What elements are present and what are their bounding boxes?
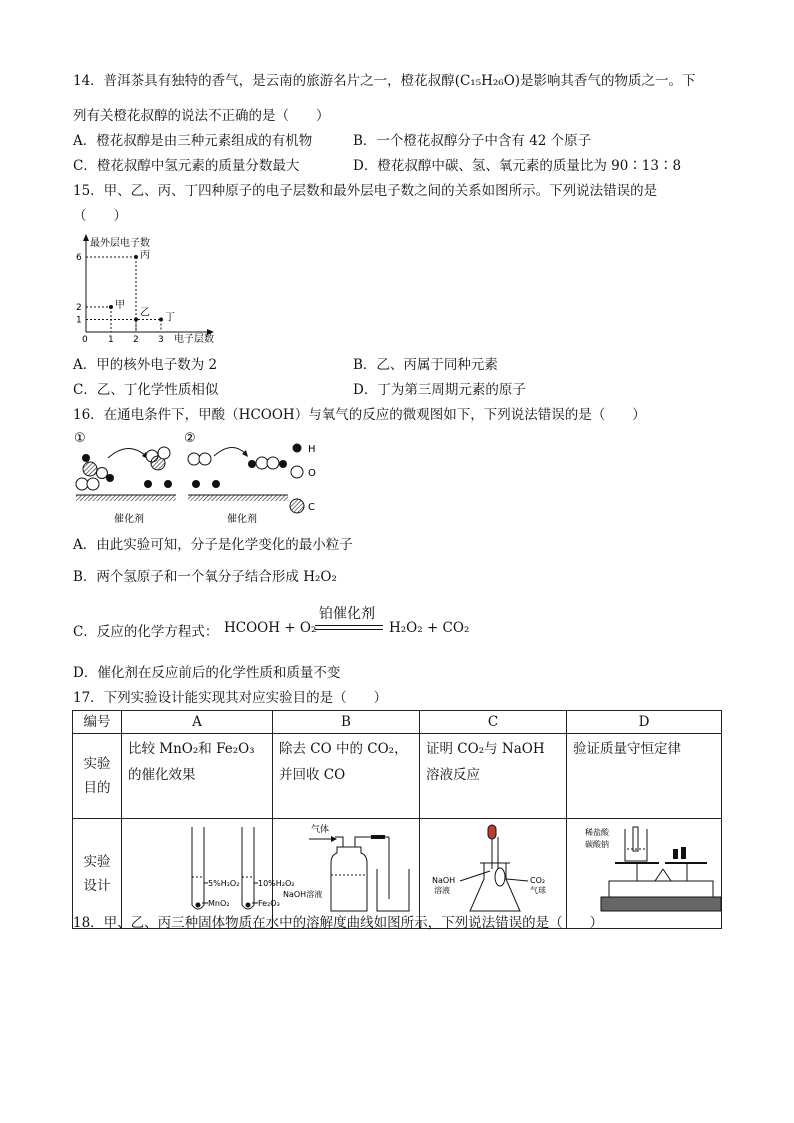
- purpose-b: 除去 CO 中的 CO₂，并回收 CO: [273, 734, 420, 819]
- arrow: [108, 448, 146, 458]
- data-point-甲: [109, 305, 113, 309]
- atom-h: [82, 454, 90, 462]
- atom-o: [158, 447, 170, 459]
- q15-blank: （ ）: [73, 208, 127, 224]
- label-dilute-hcl: 稀盐酸: [585, 828, 609, 837]
- row-label: 实验设计: [73, 819, 122, 929]
- balloon: [495, 868, 505, 886]
- beaker: [625, 829, 647, 861]
- eq-equals-sign: [315, 625, 383, 630]
- weights: [673, 849, 678, 859]
- atom-h: [212, 480, 220, 488]
- rubber-tube: [371, 835, 385, 839]
- atom-o: [76, 478, 88, 490]
- catalyst-surface: [188, 495, 288, 501]
- design-a: [122, 819, 295, 929]
- y-axis-arrow: [83, 234, 89, 241]
- atom-o: [97, 468, 108, 479]
- data-point-丙: [134, 255, 138, 259]
- q14-formula: (C₁₅H₂₆O): [454, 73, 521, 89]
- legend-c-icon: [290, 499, 304, 513]
- legend-h: H: [308, 444, 316, 455]
- header-cell: D: [567, 711, 722, 734]
- dropper-bulb: [488, 825, 496, 839]
- atom-h: [144, 480, 152, 488]
- test-tubes-figure: [122, 819, 295, 919]
- q15-option-b: B．乙、丙属于同种元素: [353, 357, 498, 373]
- purpose-d: 验证质量守恒定律: [567, 734, 722, 819]
- y-tick-label: 6: [76, 253, 82, 263]
- q14-stem-line1: [73, 72, 696, 90]
- eq-condition: 铂催化剂: [319, 606, 375, 622]
- balance-base: [601, 897, 721, 911]
- label-naoh-solution: NaOH溶液: [283, 890, 323, 899]
- legend-o: O: [308, 468, 316, 479]
- q15-stem: 15．甲、乙、丙、丁四种原子的电子层数和最外层电子数之间的关系如图所示。下列说法错误的是: [73, 183, 658, 199]
- x-tick-label: 2: [133, 335, 139, 345]
- atom-h: [164, 480, 172, 488]
- q16-option-d: D．催化剂在反应前后的化学性质和质量不变: [73, 665, 341, 681]
- q16-option-b: B．两个氢原子和一个氧分子结合形成 H₂O₂: [73, 569, 337, 585]
- q15-chart: [70, 232, 230, 344]
- label-balloon: 气球: [530, 886, 546, 895]
- label-h2o2-10: 10%H₂O₂: [258, 879, 295, 888]
- gas-washing-bottle-figure: [273, 819, 419, 919]
- y-tick-label: 1: [76, 315, 82, 326]
- design-d: [567, 819, 722, 929]
- x-tick-label: 3: [158, 335, 164, 345]
- x-axis-label: 电子层数: [174, 334, 214, 345]
- label-naoh: NaOH: [432, 876, 456, 885]
- balance-figure: [567, 819, 717, 919]
- q18-stem: 18．甲、乙、丙三种固体物质在水中的溶解度曲线如图所示，下列说法错误的是（ ）: [73, 915, 604, 931]
- q15-option-d: D．丁为第三周期元素的原子: [353, 382, 526, 398]
- header-cell: B: [273, 711, 420, 734]
- atom-h: [106, 474, 114, 482]
- label-sodium-carbonate: 碳酸钠: [585, 840, 609, 849]
- atom-o: [256, 457, 268, 469]
- arrow: [214, 447, 246, 456]
- atom-h: [279, 460, 287, 468]
- design-b: [273, 819, 420, 929]
- q14-stem-pre: 14．普洱茶具有独特的香气，是云南的旅游名片之一，橙花叔醇: [73, 73, 455, 89]
- q14-option-b: B．一个橙花叔醇分子中含有 42 个原子: [353, 133, 592, 149]
- bottle: [331, 847, 367, 911]
- label-h2o2-5: 5%H₂O₂: [208, 879, 240, 888]
- atom-o: [199, 453, 211, 465]
- header-cell: C: [420, 711, 567, 734]
- point-label: 丙: [140, 250, 150, 261]
- q16-stem: 16．在通电条件下，甲酸（HCOOH）与氧气的反应的微观图如下，下列说法错误的是（ ）: [73, 407, 646, 423]
- atom-o: [188, 453, 200, 465]
- q15-option-a: A．甲的核外电子数为 2: [73, 357, 218, 373]
- label-mno2: MnO₂: [208, 899, 230, 908]
- label-fe2o3: Fe₂O₃: [258, 899, 280, 908]
- legend-o-icon: [291, 466, 303, 478]
- flask: [470, 863, 520, 911]
- q16-option-c-prefix: C．反应的化学方程式：: [73, 624, 219, 640]
- step2-label: ②: [184, 431, 196, 446]
- test-tube: [192, 827, 204, 909]
- purpose-a: 比较 MnO₂和 Fe₂O₃的催化效果: [122, 734, 273, 819]
- catalyst-surface: [76, 495, 176, 501]
- table-row-purpose: [73, 734, 722, 819]
- data-point-丁: [159, 318, 163, 322]
- eq-right: H₂O₂ + CO₂: [389, 620, 470, 636]
- label-gas: 气体: [311, 825, 330, 835]
- y-tick-label: 2: [76, 303, 82, 313]
- header-cell: 编号: [73, 711, 122, 734]
- atom-o: [87, 478, 99, 490]
- catalyst-label-1: 催化剂: [114, 514, 144, 525]
- flask-balloon-figure: [420, 819, 566, 919]
- atom-h: [248, 460, 256, 468]
- y-axis-label: 最外层电子数: [90, 238, 150, 249]
- beaker: [377, 869, 409, 911]
- q16-option-a: A．由此实验可知，分子是化学变化的最小粒子: [73, 537, 353, 553]
- design-c: [420, 819, 567, 929]
- header-cell: A: [122, 711, 273, 734]
- x-tick-label: 1: [108, 335, 114, 345]
- q17-table: [72, 710, 722, 929]
- label-solution: 溶液: [434, 886, 450, 895]
- q16-micro-diagram: [72, 428, 332, 530]
- point-label: 甲: [115, 300, 125, 311]
- label-co2: CO₂: [530, 876, 546, 885]
- test-tube-small: [633, 827, 638, 851]
- atom-o: [267, 457, 279, 469]
- weights: [681, 847, 686, 859]
- atom-c: [83, 462, 97, 476]
- eq-left: HCOOH + O₂: [224, 620, 317, 636]
- balance-body: [609, 881, 713, 897]
- q14-stem-post: 是影响其香气的物质之一。下: [520, 73, 696, 89]
- atom-h: [192, 480, 200, 488]
- step1-label: ①: [74, 431, 86, 446]
- q14-option-a: A．橙花叔醇是由三种元素组成的有机物: [73, 133, 313, 149]
- catalyst-label-2: 催化剂: [227, 514, 257, 525]
- q14-stem-line2: 列有关橙花叔醇的说法不正确的是（ ）: [73, 108, 330, 124]
- table-row-design: [73, 819, 722, 929]
- table-header-row: [73, 711, 722, 734]
- row-label: 实验目的: [73, 734, 122, 819]
- q17-stem: 17．下列实验设计能实现其对应实验目的是（ ）: [73, 690, 388, 706]
- q14-option-c: C．橙花叔醇中氢元素的质量分数最大: [73, 158, 300, 174]
- purpose-c: 证明 CO₂与 NaOH 溶液反应: [420, 734, 567, 819]
- legend-h-icon: [293, 444, 302, 453]
- x-tick-label: 0: [82, 335, 88, 345]
- point-label: 乙: [140, 307, 150, 319]
- test-tube: [242, 827, 254, 909]
- q15-option-c: C．乙、丁化学性质相似: [73, 382, 219, 398]
- legend-c: C: [308, 502, 315, 513]
- point-label: 丁: [165, 312, 175, 324]
- mno2-solid: [196, 903, 201, 908]
- q14-option-d: D．橙花叔醇中碳、氢、氧元素的质量比为 90∶13∶8: [353, 158, 682, 174]
- fe2o3-solid: [246, 903, 251, 908]
